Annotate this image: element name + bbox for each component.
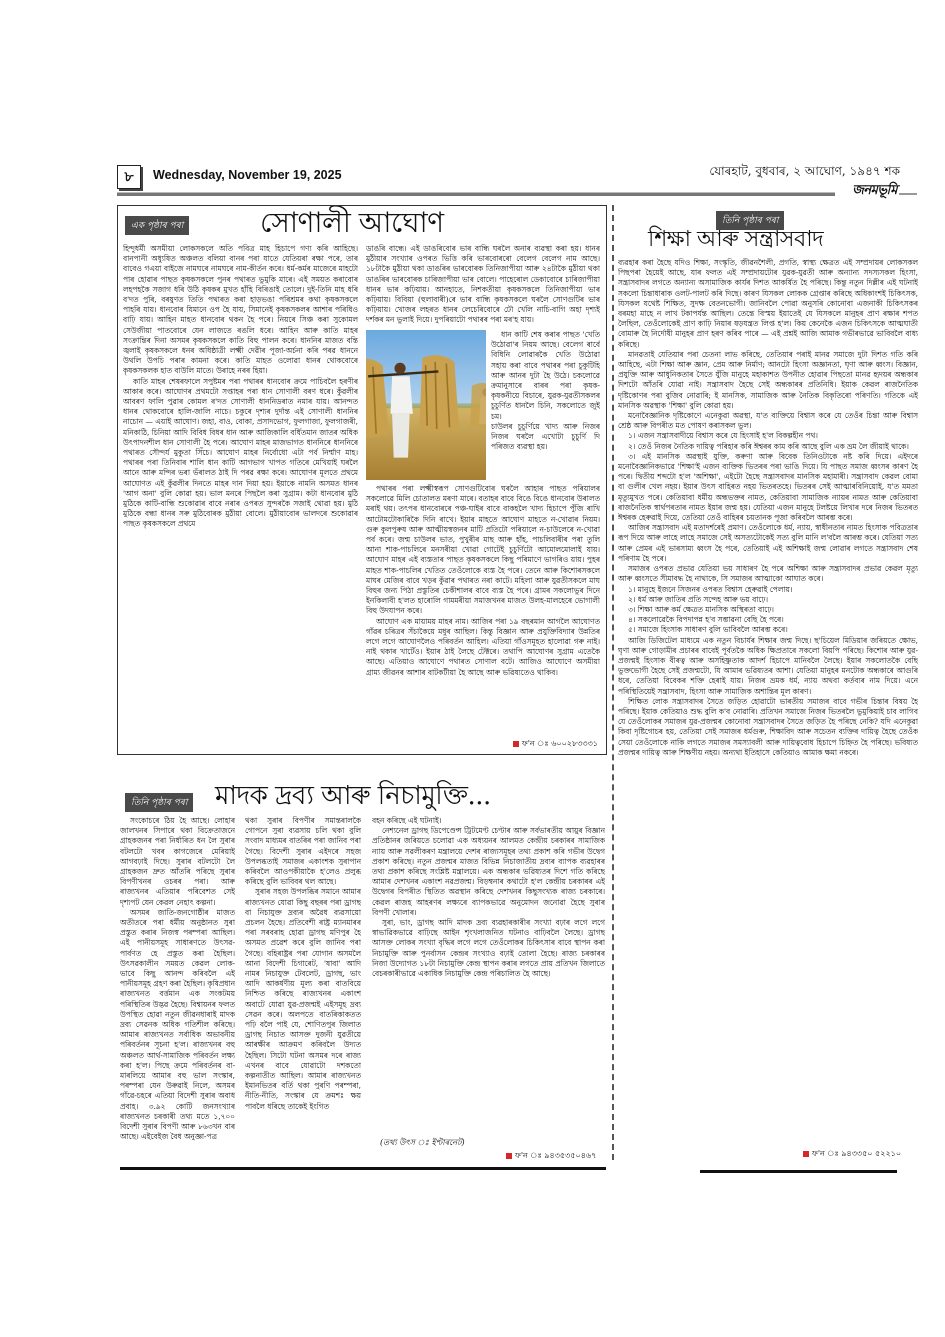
header-date-english: Wednesday, November 19, 2025 [153, 168, 342, 182]
header-date-assamese: যোৰহাট, বুধবাৰ, ২ আঘোণ, ১৯৪৭ শক [709, 164, 900, 178]
list-item: ৩। এই মানসিক অৱস্থাই যুক্তি, কৰুণা আৰু বিবেক তিনিওটাকে নষ্ট কৰি দিয়ে। এইদৰে মনোবৈজ্ঞানিকভাৱে 'শিক্ষা'ই এজন ব্যক্তিক ভিতৰৰ পৰা ভাঙি দিয়ে। যি পাছত সমাজ ধ্বংসৰ কাৰণ হৈ পৰে। দ্বিতীয় শব্দটো হ'ল 'অশিক্ষা', এইটো হৈছে সন্ত্ৰাসবাদৰ মানসিক মহামাৰী। সন্ত্ৰাসবাদ কেৱল বোমা বা গুলীৰ খেল নহয়। ইয়াৰ উৎস বাহিৰত নহয় ভিতৰতহে। ভিতৰৰ সেই আত্মাৰবিনিয়োই, য'ত মমতা মৃত্যুমুখত পৰে। কেতিয়াবা ধৰ্মীয় অন্ধভক্তৰ নামত, কেতিয়াবা সামাজিক ন্যায়ৰ নামত আৰু কেতিয়াবা ৰাজনৈতিক স্বাৰ্থপৰতাৰ নামত ইয়াৰ জন্ম হয়। যেতিয়া এজন মানুহে টলষ্টয়ে লিখাৰ দৰে নিজৰ ভিতৰত ঈশ্বৰক হেৰুৱাই দিয়ে, তেতিয়া তেওঁ বাহিৰৰ চয়তানক পূজা কৰিবলৈ আৰম্ভ কৰে। [618, 451, 918, 523]
paragraph: ডাঙৰি বান্ধে। এই ডাঙৰিবোৰ ভাৰ বান্ধি ঘৰলৈ অনাৰ ব্যৱস্থা কৰা হয়। ধানৰ মুঠীয়াৰ সংখ্যাৰ ওপৰত ভিত্তি কৰি ভাৰবোৰৰো বেলেগ বেলেগ নাম আছে। ১৮টাকৈ মুঠীয়া থকা ডাঙৰিৰ ভাৰবোৰক তিনিজাপীয়া আৰু ২৪টাকৈ মুঠীয়া থকা ডাঙৰিৰ ভাৰবোৰক চাৰিজাপীয়া ভাৰ বোলে। পাহেৰোল ডেকাবোৰে চাৰিজাপীয়া ধানৰ ভাৰ কঢ়িয়ায়। আনহাতে, নিশকতীয়া কৃষকসকলে তিনিজাপীয়া ভাৰ কঢ়িয়ায়। বিবিয়া (হুলাবাৰী)ৰে ভাৰ বান্ধি কৃষকসকলে ঘৰলৈ সোণগুটিৰ ভাৰ কঢ়িয়ায়। খোজৰ লহৰত ধানৰ লেচেৰিবোৰে ঢৌ খেলি নাচি-বাগি অহা দৃশ্যই দৰ্শকৰ মন ভুলাই দিয়ে। দুপৰিয়াটো পথাৰৰ পৰা মৰ'হ যায়। [366, 244, 600, 325]
article-headline: সোণালী আঘোণ [260, 206, 444, 239]
paragraph: মানৱতাই যেতিয়াৰ পৰা চেতনা লাভ কৰিছে, তেতিয়াৰ পৰাই মানৱ সমাজে দুটা দিশত গতি কৰি আহিছে, এটা শিক্ষা আৰু জ্ঞান, প্ৰেম আৰু নিৰ্মাণ; আনটো হিংসা অজ্ঞানতা, ঘৃণা আৰু ধ্বংস। বিজ্ঞান, প্ৰযুক্তি আৰু আধুনিকতাৰ সৈতে যুঁজি মানুহে মহাকাশত উপনীত হোৱাৰ পিছতো মানৱ হৃদয়ৰ অন্ধকাৰ দিশটো আঁতৰি যোৱা নাই। সন্ত্ৰাসবাদ হৈছে সেই অন্ধকাৰৰ প্ৰতিনিধি। ইয়াক কেৱল ৰাজনৈতিক দৃষ্টিকোণৰ পৰা বুজিব নোৱাৰি; ই মানসিক, সামাজিক আৰু নৈতিক বিকৃতিৰো পৰিণতি। গতিকে এই মানসিক অৱস্থাক 'শিক্ষা' বুলি কোৱা হয়। [618, 349, 918, 410]
paragraph: আঘোণ এক মায়াময় মাহৰ নাম। আজিৰ পৰা ১৯ বছৰমান আগলৈ আঘোণত গাঁৱৰ চৰিত্ৰৰ সঁচাকৈয়ে মধুৰ আছিল। কিন্তু বিজ্ঞান আৰু প্ৰযুক্তিবিদ্যাৰ উন্নতিৰ লগে লগে আঘোণলৈও পৰিবৰ্তন আহিল। এতিয়া গাঁওসমূহত হালোৱা গৰু নাই। নাই থকাৰ খাটেঁও। ইয়াৰ ঠাই লৈছে টেক্টৰে। তথাপি আঘোণৰ সুগ্ৰাম এতেকৈ আছে। এতিয়াও আঘোণে পথাৰত সোণাল বটে। আজিও আঘোণে অসমীয়া গ্ৰাম্য জীৱনৰ আশাৰ বাটকটীয়া হৈ আছে আৰু ভৱিষ্যতেও থাকিব। [366, 616, 600, 677]
paragraph: ব্যৱহাৰ কৰা হৈছে যদিও শিক্ষা, সংস্কৃতি, জীৱনশৈলী, প্ৰগতি, স্বাস্থ্য ক্ষেত্ৰত এই সম্প্ৰদায়ৰ লোকসকল পিছপৰা হৈয়েই আছে, যাৰ ফলত এই সম্প্ৰদায়টোৰ যুৱক-যুৱতী আৰু অন্যান্য সদস্যসকল হিংসা, সন্ত্ৰাসবাদৰ লগতে অন্যান্য অসামাজিক কাৰ্যৰ দিশত আকৰ্ষিত হৈ পৰিছে। কিন্তু নতুন দিল্লীৰ এই ঘটনাই সকলো চিন্তাধাৰাক ওলট-পালট কৰি দিছে। কাৰণ যিসকল লোকক গ্ৰেপ্তাৰ কৰিছে অধিকাংশই চিকিৎসক, যিসকল যথেষ্ট শিক্ষিত, সুদক্ষ বেতনভোগী। জানিবলৈ পোৱা অনুসৰি কোনোবা এজনাকী চিকিৎসকৰ বৰমহা মাহে ন লাখ টকাপৰ্যন্ত আছিল। তেন্তে বিস্ময় ইয়াতেই যে যিসকলে মানুহৰ প্ৰাণ ৰক্ষাৰ শপত লৈছিল, তেওঁলোকেই প্ৰাণ কাঢ়ি নিয়াৰ ষড়যন্ত্ৰত লিপ্ত হ'ল। কিয় কেনেকৈ এজন চিকিৎসকে আত্মঘাতী বোমাৰু হৈ নিৰ্দোষী মানুহৰ প্ৰাণ হৰণ কৰিব পাৰে — এই প্ৰশ্নই আজি আমাক গভীৰভাৱে ভাবিবলৈ বাধ্য কৰিছে। [618, 258, 918, 349]
list-item: ২। তেওঁ নিজৰ নৈতিক দায়িত্ব পৰিহাৰ কৰি ঈশ্বৰৰ কাম কৰি আছে বুলি এক ভ্ৰম লৈ জীয়াই থাকে। [628, 441, 909, 451]
header-rule-end [897, 193, 917, 195]
article-column-2-side [491, 330, 600, 480]
column-divider [612, 205, 614, 1160]
article-column-2 [245, 816, 361, 1162]
paragraph: সংকোচৰে ঠিয় হৈ আছে। লোহাৰ জালখনৰ সিপাৰে থকা বিক্ৰেতাজনে গ্ৰাহকজনৰ পৰা নিৰ্ধাৰিত ধন লৈ সুৰাৰ বটলটো খবৰ কাগজেৰে মেৰিয়াই আগবঢ়াই দিছে। সুৰাৰ বটলটো লৈ গ্ৰাহকজন দ্ৰুত আঁতৰি পৰিছে সুৰাৰ বিপণীখনৰ ওচৰৰ পৰা। আৰু ৰাজ্যখনৰ এতিয়াৰ পৰিবেশত সেই দৃশ্যপট যেন কেৱল নেহাৎ কল্পনা। [120, 816, 235, 907]
article-body [618, 258, 918, 1142]
paragraph: ধান কাটি শেষ কৰাৰ পাছত 'খেতি উঠোৱা'ৰ নিয়ম আছে। বেলেগ ৰাৰ্বে বিধিনি লোৱাৰকৈ খেতি উঠোৱা সহায় কৰা বাবে পথাৰৰ পৰা চুকুটিহি আৰু আনৰ দুটা হৈ উঠে। চকলোৱে ক্ৰমানুসাৰে বাৰৰ পৰা কৃষক-কৃষকনীয়ে বিচাৰে, যুৱক-যুৱতীসকলৰ চুচুৰ্ণিত ধানলৈ চিনি, সকলোতে জুই চম। [491, 330, 600, 421]
continued-tag: তিনি পৃষ্ঠাৰ পৰা [716, 211, 784, 230]
paddy-bundle-right [419, 355, 459, 431]
phone-number: ফ'ন ঃ ৬০০২৮৩৩৩১ [521, 739, 598, 748]
paragraph: বহন কৰিছে এই ঘটনাই। [372, 816, 442, 825]
red-square-icon [803, 1151, 809, 1157]
red-square-icon [506, 1153, 512, 1159]
farmers-carrying-paddy-image [366, 330, 486, 480]
paragraph: শিক্ষিত লোক সন্ত্ৰাসবাদৰ সৈতে জড়িত হোৱাটো ভাৰতীয় সমাজৰ বাবে গভীৰ চিন্তাৰ বিষয় হৈ পৰিছে। ইয়াক কেতিয়াও শুদ্ধ বুলি ক'ব নোৱাৰি। প্ৰতিখন সমাজে নিজৰ ভিতৰলৈ ভুমুকিয়াই চাব লাগিব যে তেওঁলোকৰ সমাজৰ যুৱ-প্ৰজন্মৰ কোনোবা সন্ত্ৰাসবাদৰ সৈতে জড়িত হৈ পৰিছে নেকি? যদি এনেকুৱা কিবা দৃষ্টিগোচৰ হয়, তেতিয়া সেই সমাজৰ ধৰ্মগুৰু, শিক্ষাবিদ আৰু সচেতন ব্যক্তিৰ দায়িত্ব হৈছে তেওঁক সেয়া তেওঁলোকে নাকি লগতে সমাজৰ সমস্যাবলী আৰু দায়িত্ববোধ হিচাপে চিহ্নিত হৈ পৰিছে। ভবিষ্যত প্ৰজন্মৰ দায়িত্ব আৰু শিক্ষণীয় নহয়। অন্যথা ইতিহাসে কেতিয়াও আমাক ক্ষমা নকৰে। [618, 696, 918, 757]
article-sonali-aghon [117, 205, 607, 755]
paragraph: মনোবৈজ্ঞানিক দৃষ্টিকোণে এনেকুৱা অৱস্থা, য'ত ব্যক্তিয়ে বিশ্বাস কৰে যে তেওঁৰ চিন্তা আৰু বিশ্বাস শ্ৰেষ্ঠ আৰু বিপৰীত মত পোষণ কৰাসকল ভুল। [618, 411, 918, 431]
paragraph: চাউলৰ চুচুৰ্ণিয়ে খাদ্য আৰু নিজৰ নিজৰ ঘৰলৈ এখোটা চুচুৰ্ণি দি পৰিজত ব্যৱস্থা হয়। [491, 421, 600, 452]
article-headline: শিক্ষা আৰু সন্ত্ৰাসবাদ [648, 227, 824, 252]
paragraph: সুৰাৰ সহজ উপলব্ধিৰ সমানে আমাৰ ৰাজ্যখনত যোৱা কিছু বছৰৰ পৰা ড্ৰাগছ বা নিচাযুক্ত দ্ৰব্যৰ অৱৈধ ব্যৱসায়ো প্ৰচলন হৈছে। প্ৰতিবেশী ৰাষ্ট্ৰ ম্যানমাৰৰ পৰা সৰবৰাহ হোৱা ড্ৰাগছ মণিপুৰ হৈ অসমত প্ৰৱেশ কৰে বুলি জানিব পৰা গৈছে। বহিৰাষ্ট্ৰৰ পৰা যোগান অসমলৈ আনা বিদেশী চিগাৰেট, 'ষাবা' আদি নামৰ নিচাযুক্ত টেবলেট, ড্ৰাগছ, ভাং আদি আকৰ্ষণীয় মূল্য কৰা বাতবিয়ে নিশ্চিত কৰিছে ৰাজ্যখনৰ একাংশ অবাটে যোৱা যুৱ-প্ৰজন্মই এইসমূহ দ্ৰব্য সেৱন কৰে। অলপতে বাতৰিকাকতত পঢ়ি বলৈ পাই যে, শোণিতপুৰ জিলাত ড্ৰাগছ নিচাত আসক্ত দুজনী যুৱতীয়ে আৰক্ষীৰ আক্ৰমণ কৰিবলৈ উদ্যত হৈছিল। সিটো ঘটনা অসমৰ দৰে ৰাজ্য এখনৰ বাবে যোৱাটো দশকতো কল্পনাতীত আছিল। আমাৰ ৰাজ্যখনত ইমানভিতৰ বৰ্তি থকা পুৰণি পৰম্পৰা, নীতি-নীতি, সংস্কাৰ যে ক্ৰমশঃ ক্ষয় পাবলৈ ধৰিছে তাকেই ইংগিত [245, 887, 361, 1111]
paragraph: আজিৰ সন্ত্ৰাসবাদ এই মতাদৰ্শৰেই প্ৰমাণ। তেওঁলোকে ধৰ্ম, ন্যায়, স্বাধীনতাৰ নামত হিংসাক পবিত্ৰতাৰ ৰূপ দিয়ে আৰু লাহে লাহে সমাজে সেই অসত্যটোকেই সত্য বুলি মানি ল'বলৈ আৰম্ভ কৰে। যেতিয়া সত্য আৰু প্ৰেমৰ এই ভাৰসাম্য ধ্বংস হৈ পৰে, তেতিয়াই এই অশিক্ষাই জন্ম লোৱাৰ লগতে সন্ত্ৰাসবাদ শেষ পৰিণাম হৈ পৰে। [618, 523, 918, 563]
paragraph: সুৰা, ভাং, ড্ৰাগছ আদি মাদক দ্ৰব্য ব্যৱহাৰকাৰীৰ সংখ্যা বঢ়াৰ লগে লগে স্বাভাৱিকভাৱে বাঢ়িছে আইন শৃংখলাজনিত ঘটনাও বাঢ়িবলৈ লৈছে। ড্ৰাগছ আসক্ত লোকৰ সংখ্যা বৃদ্ধিৰ লগে লগে তেওঁলোকৰ চিকিৎসাৰ বাবে স্থাপন কৰা নিচামুক্তি আৰু পুনৰ্বাসন কেন্দ্ৰৰ সংখ্যাও বঢ়াই তোলা হৈছে। ৰাজ্য চৰকাৰৰ নিজা উদ্যোগত ১৮টা নিচামুক্তি কেন্দ্ৰ স্থাপন কৰাৰ লগতে প্ৰায় প্ৰতিখন জিলাতে বেচৰকাৰীভাৱে একাধিক নিচামুক্তি কেন্দ্ৰ পৰিচালিত হৈ আছে। [372, 918, 605, 979]
paragraph: নেশ্যনেল ড্ৰাগছ ডিপেণ্ডেন্স ট্ৰিটমেণ্ট চেণ্টাৰ আৰু সৰ্বভাৰতীয় আয়ুৰ বিজ্ঞান প্ৰতিষ্ঠানৰ জৰিয়তে চলোৱা এক অধ্যয়নৰ আলমত কেন্দ্ৰীয় চৰকাৰৰ সামাজিক ন্যায় আৰু সৱলীকৰণ মন্ত্ৰালয়ে দেশৰ ৰাজ্যসমূহৰ তথ্য প্ৰকাশ কৰি গভীৰ উদ্বেগ প্ৰকাশ কৰিছে। নতুন প্ৰজন্মৰ মাজত বিভিন্ন নিচাজাতীয় দ্ৰব্যৰ ব্যাপক ব্যৱহাৰৰ তথ্য প্ৰকাশ কৰিছে সংশ্লিষ্ট মন্ত্ৰালয়ে। এক অন্ধকাৰ ভৱিষ্যতৰ দিশে গতি কৰিছে আমাৰ দেশখনৰ একাংশ নৱপ্ৰজন্ম। বিড়ম্বনাৰ কথাটো হ'ল কেন্দ্ৰীয় চৰকাৰৰ এই উদ্বেগৰ বিপৰীত স্থিতিত অৱস্থান কৰিছে দেশখনৰ কিছুসংখ্যক ৰাজ্য চৰকাৰে। কেৱল ৰাজহ আহৰণৰ লক্ষ্যৰে ব্যাপকভাৱে অনুমোদন জনোৱা হৈছে সুৰাৰ বিপণী খোলাৰ। [372, 826, 605, 917]
second-farmer-figure [470, 383, 486, 428]
article-column-2-top [366, 244, 600, 326]
article-end-rule [120, 1167, 606, 1170]
article-column-1 [120, 816, 235, 1162]
paragraph: হিন্দুধৰ্মী অসমীয়া লোকসকলে অতি পবিত্ৰ মাহ হিচাপে গণ্য কৰি আহিছে। বানপানী অধ্যুষিত অঞ্চলত বলিয়া বানৰ পৰা যাতে যেতিয়ৰা ৰক্ষা পৰে, তাৰ বাবেও গএয়া বাইজে নামঘৰে নামঘৰে নাম-কীৰ্তন কৰে। ধৰ্ম-কৰ্মৰ মাজেৰে মাহটো পাৰ হোৱাৰ পাছত কৃষকসকলে পুনৰ পথাৰত ভুমুকি মাৰে। এই সময়ত কৰাবোৰ লহপহকৈ সজাগ ধৰি উঠি কৃষকৰ মুখত হাঁহি বিৰিঙাই তোলে। দুই-তিনি মাহ ধৰি ব'দত পুৰি, বৰষুণত তিতি পথাৰত কৰা হাড়ভঙা পৰিশ্ৰমৰ কথা কৃষকসকলে পাহৰি যায়। ধানবোৰ যিমানে ওপ হৈ যায়, সিমানেই কৃষকসকলৰ আশাৰ পৰিধিও বাঢ়ি যায়। আহিন মাহত ধানবোৰ থকন হৈ পৰে। নিয়ৰে সিঞ্চ কৰা সুকোমল সেউজীয়া পাতবোৰে যেন লাজতে ৰঙলি ধৰে। আহিন আৰু কাতি মাহৰ সংক্ৰান্তিৰ দিনা অসমৰ কৃষকসকলে কাতি বিহু পালন কৰে। ধাননিৰ মাজত বন্তি জ্বলাই কৃষকসকলে ধনৰ অধিষ্ঠাত্ৰী লক্ষ্মী দেৱীৰ পূজা-অৰ্চনা কৰি পৰৱ ধাননে উথলি উপচি পৰাৰ কামনা কৰে। কাতি মাহত ওলোৱা ধানৰ থোকবোৰে কৃষকসকলক হাত বাউলি মাতে। উৰাহে নৰৰ হিয়া। [123, 244, 358, 376]
article-headline: মাদক দ্ৰব্য আৰু নিচামুক্তি... [215, 781, 491, 811]
paragraph: থকা সুৰাৰ বিপণীৰ সমান্তৰালকৈ গোপনে সুৰা ব্যৱসায় চলি থকা বুলি সংবাদ মাধ্যমৰ বাতৰিৰ পৰা জানিব পৰা গৈছে। বিদেশী সুৰাৰ এইদৰে সহজ উপলব্ধতাই সমাজৰ একাংশক সুৰাপান কৰিবলৈ আওপকীয়াকৈ হ'লেও প্ৰলুব্ধ কৰিছে বুলি ভাবিবৰ থল আছে। [245, 816, 361, 887]
paragraph: সমাজৰ ওপৰত প্ৰভাৱ যেতিয়া ভয় সাধাৰণ হৈ পৰে অশিক্ষা আৰু সন্ত্ৰাসবাদৰ প্ৰভাৱ কেৱল মৃত্যু আৰু ধ্বংসতে সীমাবদ্ধ হৈ নাথাকে, সি সমাজৰ আত্মাকো আঘাত কৰে। [618, 564, 918, 584]
author-phone [803, 1148, 901, 1161]
paragraph: অসমৰ জাতি-জনগোষ্ঠীৰ মাজত অতীতৰে পৰা ধৰ্মীয় অনুষ্ঠানত সুৰা প্ৰস্তুত কৰাৰ নিজস্ব পৰম্পৰা আছিল। এই পানীয়সমূহ সাধাৰণতে উৎসৱ-পাৰ্বণত হে প্ৰস্তুত কৰা হৈছিল। উৎসৱকালীন সময়ত কেৱল লোক-ভাবে কিছু আনন্দ কৰিবলৈ এই পানীয়সমূহ গ্ৰহণ কৰা হৈছিল। কৃষিপ্ৰধান ৰাজ্যখনত বৰ্ত্তমান এক সংকটময় পৰিস্থিতিৰ উদ্ভৱ হৈছে। বিশ্বায়নৰ ফলত উপস্থিত হোৱা নতুন জীৱনধাৰাই মাদক দ্ৰব্য সেৱনক অধিক গতিশীল কৰিছে। আমাৰ ৰাজ্যখনত সৰ্বাধিক অভাবনীয় পৰিবৰ্তনৰ সূচনা হ'ল। ৰাজ্যখনৰ বহু অঞ্চলত আৰ্থ-সামাজিক পৰিবৰ্তন লক্ষ্য কৰা হ'ল। পিছে ক্ৰমে পৰিবৰ্তনৰ বা-মাৰলিয়ে আমাৰ বহু ভাল সংস্কাৰ, পৰম্পৰা যেন উৰুৱাই নিলে, অসমৰ গাঁৱে-চহৰে এতিয়া বিদেশী সুৰাৰ অবাধ প্ৰবাহ। ৩.৯২ কোটি জনসংখ্যাৰ ৰাজ্যখনত চৰকাৰী তথ্য মতে ১,৭০০ বিদেশী সুৰাৰ বিপণী আৰু ৮৬৩খন বাৰ আছে। এইবেইজ বৈধ অনুজ্ঞা-পত্ৰ [120, 907, 235, 1142]
red-square-icon [513, 741, 519, 747]
phone-number: ফ'ন ঃ ৯৪৩৩৫০ ৫২২১০ [812, 1149, 902, 1158]
article-column-2-bottom [366, 484, 600, 734]
list-item: ১। মানুহে ইজনে সিজনৰ ওপৰত বিশ্বাস হেৰুৱাই পেলায়। [628, 584, 793, 594]
continued-tag: তিনি পৃষ্ঠাৰ পৰা [125, 793, 193, 812]
paragraph: আজি ডিজিটেল মাধ্যমে এক নতুন বিচাৰ্যৰ শিক্ষাৰ জন্ম দিছে। ছ'চিয়েল মিডিয়াৰ জৰিয়তে ক্ষোভ, ঘৃণা আৰু গোড়ামীৰ প্ৰচাৰৰ বাবেই পূৰ্বতকৈ অধিক ক্ষিপ্ৰতাৰে সকলো বিয়পি পৰিছে। কিশোৰ আৰু যুৱ-প্ৰজন্মই হিংসাক বীৰত্ব আৰু অসহিষ্ণুতাক আদৰ্শ হিচাপে মানিবলৈ লৈছে। ইয়াৰ সকলোতকৈ বেছি ভুক্তভোগী হৈছে সেই প্ৰজন্মটো, যি আমাৰ ভৱিষ্যতৰ আশা। যেতিয়া মানুহৰ মনটোক অন্ধকাৰে আগুৰি ধৰে, তেতিয়া বিবেকৰ শক্তি হেৰাই যায়। নিজৰ ভ্ৰমক ধৰ্ম, ন্যায় অথবা কৰ্তব্যৰ নাম দিয়ে। এনে পৰিস্থিতিয়েই সন্ত্ৰাসবাদ, হিংসা আৰু সামাজিক অশান্তিৰ মূল কাৰণ। [618, 635, 918, 696]
harvest-photo [366, 330, 486, 480]
list-item: ৩। শিক্ষা আৰু কৰ্ম ক্ষেত্ৰত মানসিক অস্থিৰতা বাঢ়ে। [628, 604, 774, 614]
paragraph: কাতি মাহৰ শেষৰফালে সপুষ্টমৰ পৰা পথাৰৰ ধানবোৰ ক্ৰমে পাচিবলৈ হৰণীৰ আকাৰ কৰে। আঘোণৰ প্ৰথমটো সপ্তাহৰ পৰা ধান সোণালী বৰণ ধৰে। কুঁৱলীৰ আবৰণ ফালি পুৱাৰ কোমল ৰ'দত সোণালী ধাননিডৰাত নমাৰ যায়। আনন্দত ধানৰ থোকবোৰে হালি-জালি নাচে। চকুৰে দৃশ্যৰ দুৰ্দান্ত এই সোণালী ধাননিৰ নাচোন — এয়াই আঘোণ। জহা, বাও, বোকা, প্ৰসাদভোগ, ফুলগাজা, ফুলগাজৰী, মনিকাঠি, চিনিয়া আদি বিবিধ বিধৰ ধান আৰু আজিকালি বৰ্ধিতমান জাতৰ অধিক উৎপাদনশীল ধান সোণালী হৈ পৰে। আঘোণ মাহৰ মাজভাগত ধাননিৰে ধাননিৰে পথাৰত সৌন্দৰ্য মুকুতা সিঁচে। আঘোণ মাহৰ নিৰ্বোধো এটা পৰ্ব নিৰ্ম্মাণ মাহ। পথাৰৰ পৰা তিনিবাৰ শালি ধান কাটি আগভাগ খাপত গতিৰে মেখিয়াই ঘৰলৈ আনে আৰু মন্দিৰ ভৰা ভঁৰালত ঠাই দি পৰৱ ৰক্ষা কৰে। আঘোণৰ মূলতে প্ৰথমে আঘোণত এই কুঁৱলীৰ দিনতে মাহৰ দান দিয়া হয়। ইয়াকে নামনি অসমত ধানৰ 'আগ অনা' বুলি কোৱা হয়। ভাল মনৰে পিছলৈ কৰা সুগ্ৰাম। কটা ধানবোৰ মুঠি মুঠিকে কাটি-বান্ধি শুকোৱাৰ বাবে নৰাৰ ওপৰত সুন্দৰকৈ সজাই থোৱা হয়। মুঠি মুঠিকে বন্ধা ধানৰ সৰু মুঠিবোৰক মুঠীয়া বোলে। মুঠীয়াবোৰ ভালদৰে শুকোৱাৰ পাছত কৃষকসকলে প্ৰথমে [123, 376, 358, 529]
paragraph: পথাৰৰ পৰা লক্ষ্মীস্বৰূপ সোণগুটিবোৰ ঘৰলৈ আহাৰ পাছত পৰিয়ালৰ সকলোৱে মিলি চোতালত মৰণা মাৰে। বতাহৰ বাবে বিঙে বিঙে ধানবোৰ উৰালত মৰাই থয়। তৎপৰ ধানবোৰৰে পঞ্চ-ঘাইৰ বাবে বাকহলৈ খাদ্য হিচাপে পুঁজি ৰাখি আটোমটোকাৰিকৈ দিনি ৰাখে। ইয়াৰ মাহতে আঘোণ মাহতে ন-খোৱাৰ নিয়ম। গুৰু কুলপুৰুষ আৰু আত্মীয়স্বজনৰ মাটি প্ৰতিটো পৰিয়ালে ন-চাউলেৰে ন-খোৱা পৰ্ব কৰে। জন্ম চাউলৰ ভাত, পুখুৰীৰ মাছ আৰু হাঁহ, পাচলিবাৰীৰ পৰা তুলি আনা শাক-পাচলিৰে মনসৰীয়া খোৱা গোটেই চুচুৰ্ণিটো আমোলমোলাই যায়। আঘোণ মাহৰ এই ব্যস্ততাৰ পাছত কৃষকসকলে কিছু পৰিমাণে ভাগৰিও য়ায়। পুহৰ মাহত শাক-পাচলিৰ খেতিত তেওঁলোকে ব্যস্ত হৈ পৰে। তেনে আৰু কিশোৰসকলে মাঘৰ মেজিৰ বাবে খড়ৰ কুঁৱাৰ পথাৰত নৰা কাটে। মহিলা আৰু যুৱতীসকলে মাঘ বিহুৰ জন্য পিঠা প্ৰস্তুতিৰ চেকীশালৰ বাবে ব্যস্ত হৈ পৰে। গ্ৰামৰ সকলোভুৰ দিনে ইনকিলাবী হ'লত হাৰোলি গামমৰীয়া সমাজখনৰ মাজত উলহ-মালহেৰে ভোগালী বিহু উদযাপন কৰে। [366, 484, 600, 616]
author-phone [506, 1150, 596, 1163]
newspaper-logo: জনমভূমি [850, 181, 899, 202]
author-phone [513, 738, 598, 751]
article-column-3 [372, 816, 605, 1134]
list-item: ১। এজন সন্ত্ৰাসবাদীয়ে বিশ্বাস কৰে যে হিংসাই হ'ল বিকল্পহীন পথ। [628, 431, 818, 441]
article-column-1 [123, 244, 358, 749]
phone-number: ফ'ন ঃ ৯৪৩৫৩৫০৪৬৭ [515, 1151, 597, 1160]
list-item: ২। ধৰ্ম আৰু জাতিৰ প্ৰতি সন্দেহ আৰু ভয় বাঢ়ে। [628, 594, 769, 604]
page-number: ৮ [117, 165, 141, 189]
source-note: (তথ্য উৎস ঃ ইণ্টাৰনেট) [380, 1138, 465, 1147]
list-item: ৪। সকলোৱেকৈ বিপদাপন্ন হ'ব সম্ভাৱনা বেছি হৈ পৰে। [628, 615, 784, 625]
header-rule [117, 192, 835, 196]
list-item: ৫। সমাজে হিংসাক সাধাৰণ বুলি ভাবিবলৈ আৰম্ভ কৰে। [628, 625, 788, 635]
article-end-rule [700, 1170, 897, 1173]
continued-tag: এক পৃষ্ঠাৰ পৰা [125, 216, 189, 235]
